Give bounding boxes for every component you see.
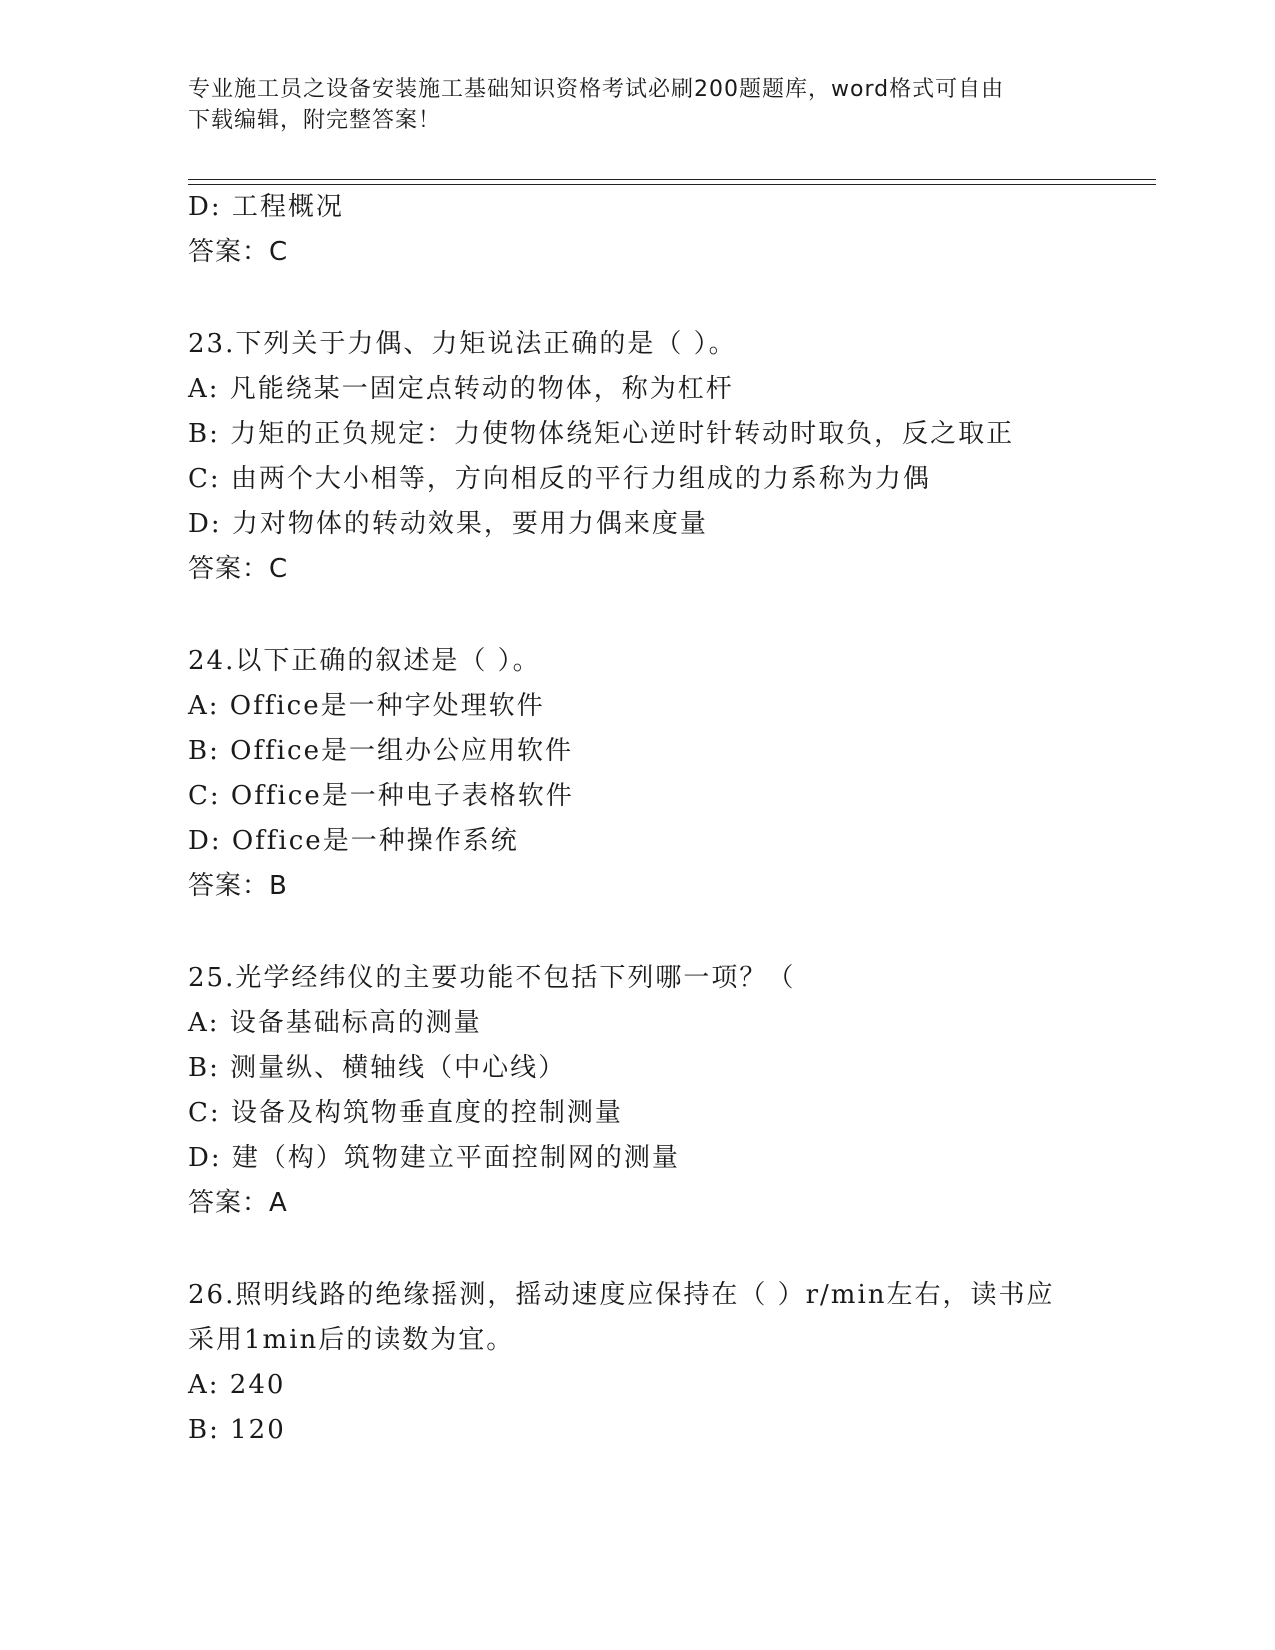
answer: 答案：A [188,1188,288,1218]
document-header [188,74,1078,136]
option-d: D: 力对物体的转动效果，要用力偶来度量 [188,509,708,539]
option-b: B: 力矩的正负规定：力使物体绕矩心逆时针转动时取负，反之取正 [188,419,1015,449]
option-a: A: 设备基础标高的测量 [188,1008,482,1038]
option-b: B: 120 [188,1415,286,1445]
header-title-line-2: 下载编辑，附完整答案！ [188,108,442,133]
option-b: B: Office是一组办公应用软件 [188,736,573,766]
question-text-line-2: 采用1min后的读数为宜。 [188,1325,515,1355]
header-divider-top [188,179,1156,180]
option-c: C: Office是一种电子表格软件 [188,781,574,811]
option-c: C: 设备及构筑物垂直度的控制测量 [188,1098,623,1128]
question-text: 24.以下正确的叙述是（ ）。 [188,646,541,676]
option-d: D: 建（构）筑物建立平面控制网的测量 [188,1143,680,1173]
question-text-line-1: 26.照明线路的绝缘摇测，摇动速度应保持在（ ）r/min左右，读书应 [188,1280,1055,1310]
answer: 答案：C [188,554,289,584]
question-text: 23.下列关于力偶、力矩说法正确的是（ ）。 [188,329,737,359]
header-title-line-1: 专业施工员之设备安装施工基础知识资格考试必刷200题题库，word格式可自由 [188,77,1005,102]
option-d: D: Office是一种操作系统 [188,826,519,856]
option-a: A: 凡能绕某一固定点转动的物体，称为杠杆 [188,374,734,404]
option-c: C: 由两个大小相等，方向相反的平行力组成的力系称为力偶 [188,464,931,494]
answer: 答案：C [188,237,289,267]
option-b: B: 测量纵、横轴线（中心线） [188,1053,567,1083]
option-d: D: 工程概况 [188,192,344,222]
answer: 答案：B [188,871,288,901]
question-text: 25.光学经纬仪的主要功能不包括下列哪一项？（ [188,963,796,993]
option-a: A: Office是一种字处理软件 [188,691,545,721]
header-divider-bottom [188,184,1156,185]
option-a: A: 240 [188,1370,286,1400]
